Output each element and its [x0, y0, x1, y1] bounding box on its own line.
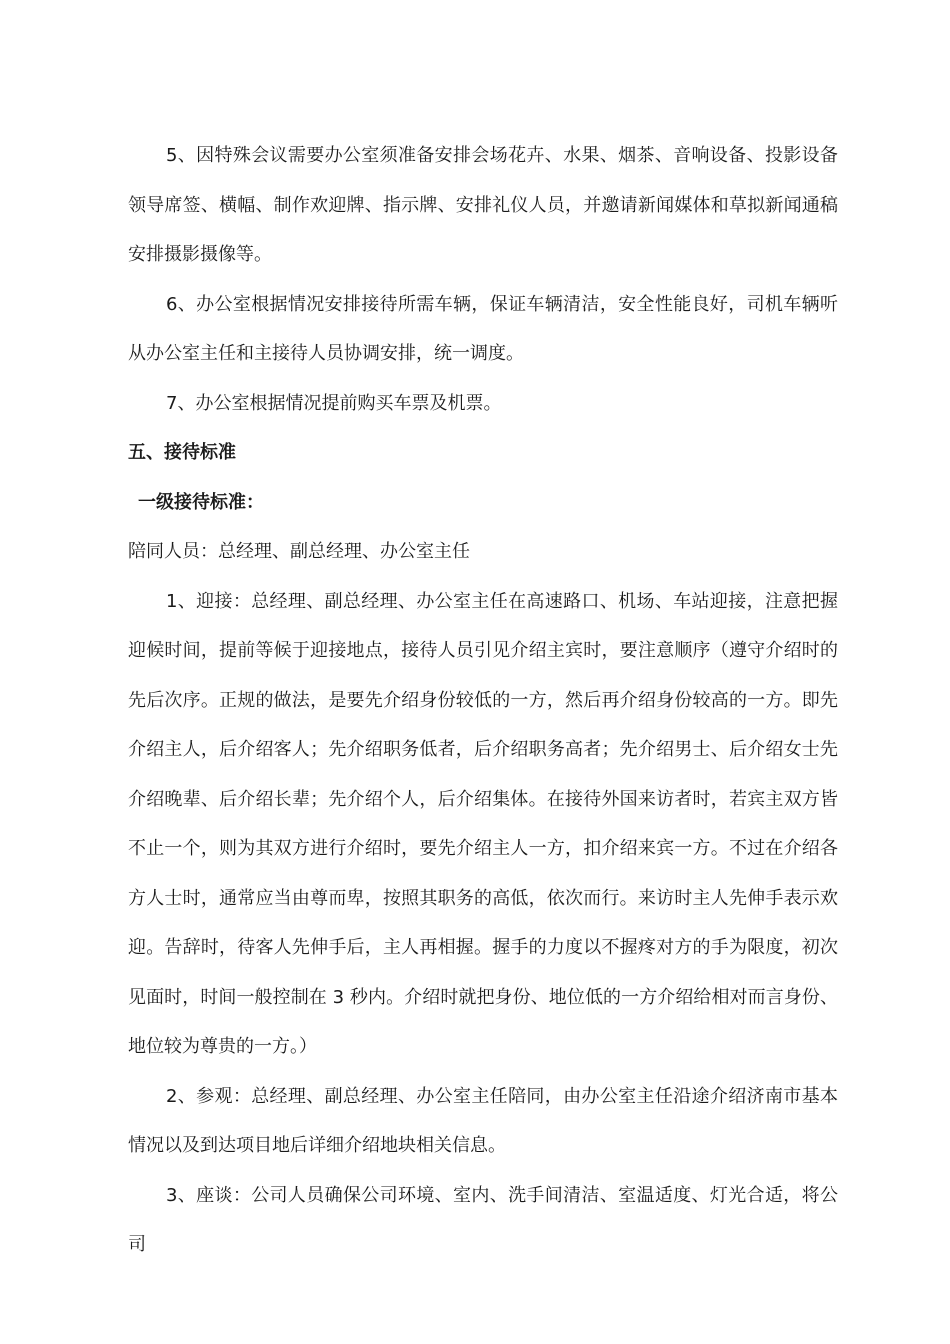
subheading-level-one-standard: 一级接待标准： [138, 491, 264, 513]
paragraph-greeting: 1、迎接：总经理、副总经理、办公室主任在高速路口、机场、车站迎接，注意把握迎候时间，提前等候于迎接地点，接待人员引见介绍主宾时，要注意顺序（遵守介绍时的先后次序。正规的做法，是要先介绍身份较低的一方，然后再介绍身份较高的一方。即先介绍主人，后介绍客人；先介绍职务低者，后介绍职务高者；先介绍男士、后介绍女士先介绍晚辈、后介绍长辈；先介绍个人，后介绍集体。在接待外国来访者时，若宾主双方皆不止一个，则为其双方进行介绍时，要先介绍主人一方，扣介绍来宾一方。不过在介绍各方人士时，通常应当由尊而卑，按照其职务的高低，依次而行。来访时主人先伸手表示欢迎。告辞时，待客人先伸手后，主人再相握。握手的力度以不握疼对方的手为限度，初次见面时，时间一般控制在 3 秒内。介绍时就把身份、地位低的一方介绍给相对而言身份、地位较为尊贵的一方。） [128, 590, 838, 1057]
document-page [128, 131, 838, 1270]
paragraph-item-6: 6、办公室根据情况安排接待所需车辆，保证车辆清洁，安全性能良好，司机车辆听从办公室主任和主接待人员协调安排，统一调度。 [128, 293, 838, 364]
section-heading-reception-standards: 五、接待标准 [128, 442, 236, 463]
paragraph-visit: 2、参观：总经理、副总经理、办公室主任陪同，由办公室主任沿途介绍济南市基本情况以及到达项目地后详细介绍地块相关信息。 [128, 1085, 838, 1156]
paragraph-meeting: 3、座谈：公司人员确保公司环境、室内、洗手间清洁、室温适度、灯光合适，将公司 [128, 1184, 838, 1255]
paragraph-item-5: 5、因特殊会议需要办公室须准备安排会场花卉、水果、烟茶、音响设备、投影设备领导席签、横幅、制作欢迎牌、指示牌、安排礼仪人员，并邀请新闻媒体和草拟新闻通稿安排摄影摄像等。 [128, 145, 838, 265]
companions-line: 陪同人员：总经理、副总经理、办公室主任 [128, 541, 470, 562]
paragraph-item-7: 7、办公室根据情况提前购买车票及机票。 [166, 392, 502, 414]
